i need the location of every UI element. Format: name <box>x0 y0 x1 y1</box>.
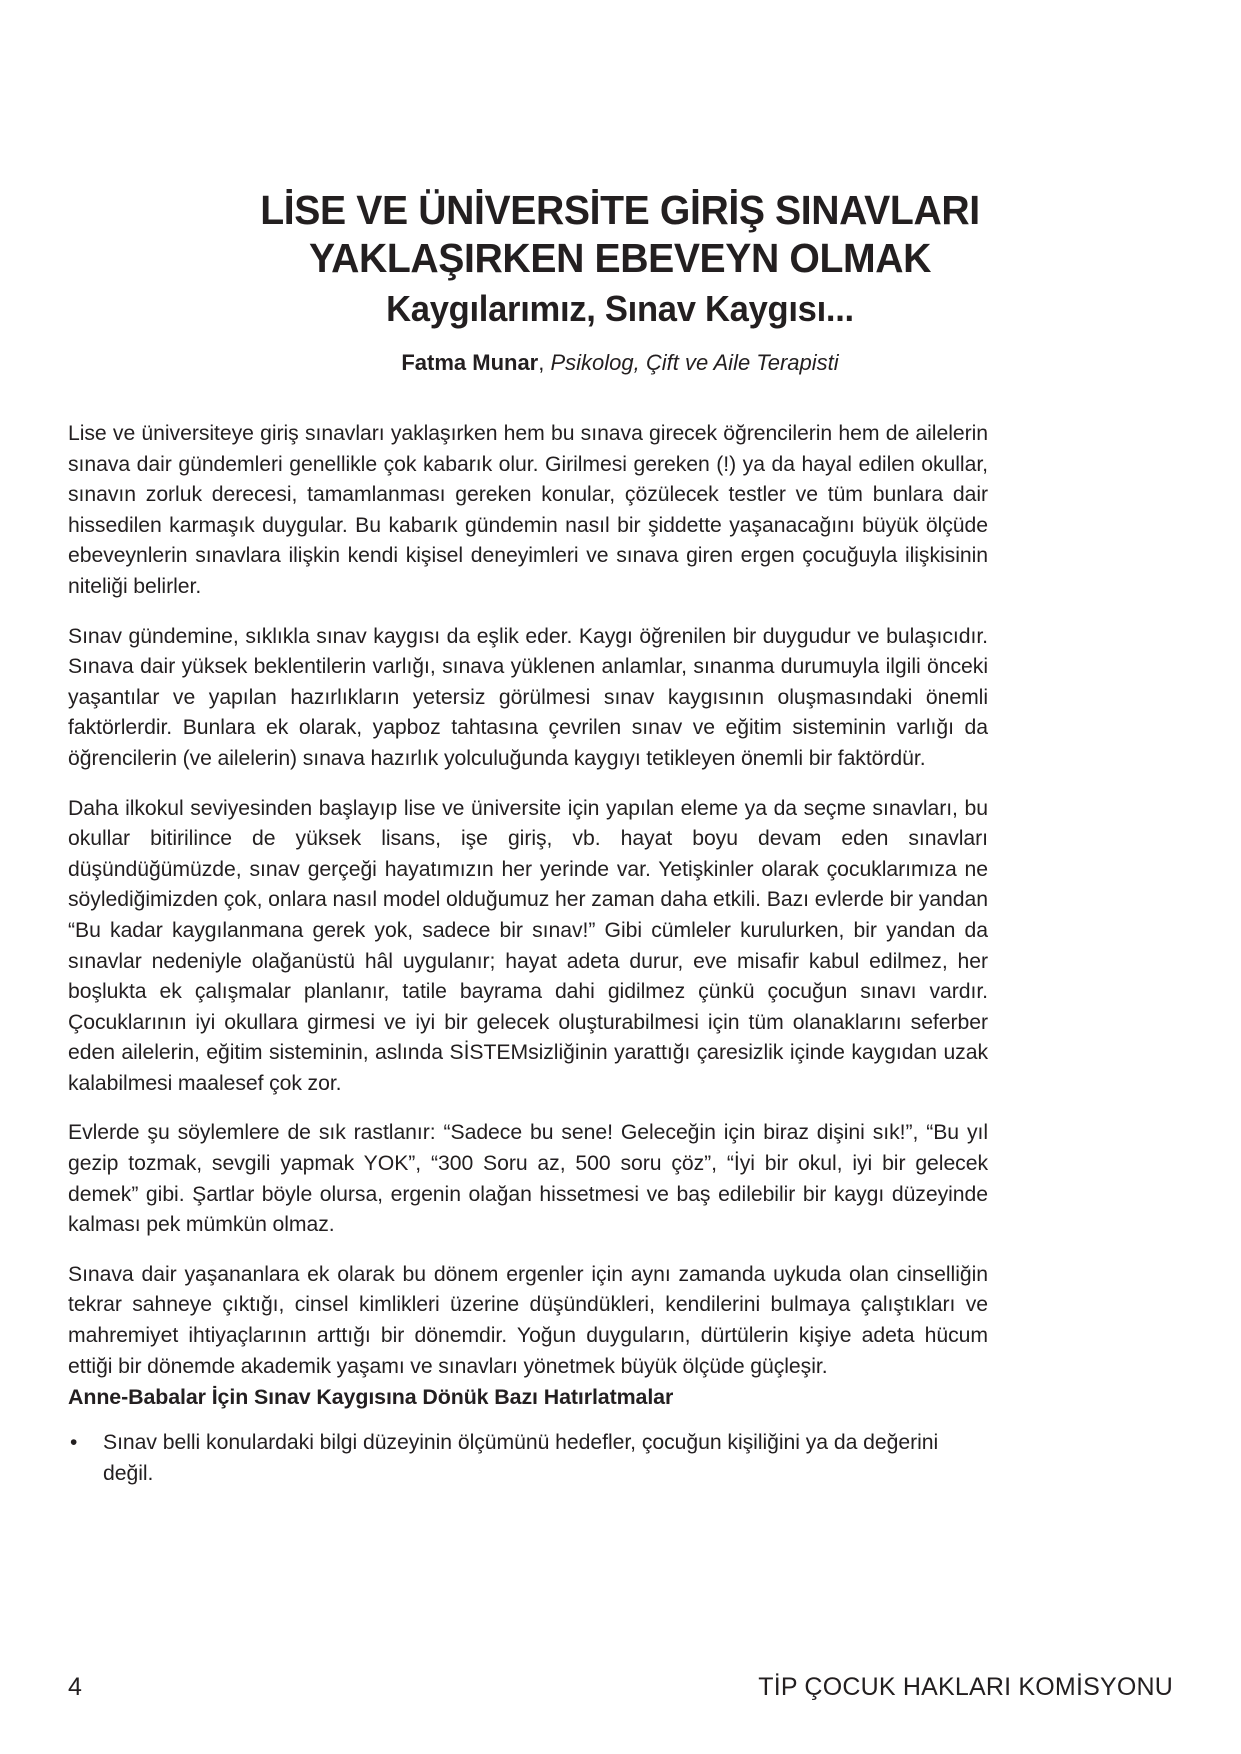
footer-organization: TİP ÇOCUK HAKLARI KOMİSYONU <box>758 1673 1173 1701</box>
page-subtitle: Kaygılarımız, Sınav Kaygısı... <box>386 287 854 329</box>
page-number: 4 <box>68 1673 82 1701</box>
author-name: Fatma Munar <box>401 350 539 375</box>
author-role: Psikolog, Çift ve Aile Terapisti <box>550 350 839 375</box>
list-item-text: Sınav belli konulardaki bilgi düzeyinin ölçümünü hedefler, çocuğun kişiliğini ya da değerini değil. <box>103 1431 939 1485</box>
bullet-icon: • <box>70 1431 78 1455</box>
paragraph-3: Daha ilkokul seviyesinden başlayıp lise ve üniversite için yapılan eleme ya da seçme sınavları, bu okullar bitirilince de yüksek lisans, işe giriş, vb. hayat boyu devam eden sınavları düşündüğümüzde, sınav gerçeği hayatımızın her yerinde var. Yetişkinler olarak çocuklarımıza ne söylediğimizden çok, onlara nasıl model olduğumuz her zaman daha etkili. Bazı evlerde bir yandan “Bu kadar kaygılanmana gerek yok, sadece bir sınav!” Gibi cümleler kurulurken, bir yandan da sınavlar nedeniyle olağanüstü hâl uygulanır; hayat adeta durur, eve misafir kabul edilmez, her boşlukta ek çalışmalar planlanır, tatile bayrama dahi gidilmez çünkü çocuğun sınavı vardır. Çocuklarının iyi okullara girmesi ve iyi bir gelecek oluşturabilmesi için tüm olanaklarını seferber eden ailelerin, eğitim sisteminin, aslında SİSTEMsizliğinin yarattığı çaresizlik içinde kaygıdan uzak kalabilmesi maalesef çok zor. <box>68 796 988 1095</box>
byline-separator: , <box>538 350 551 375</box>
paragraph-4: Evlerde şu söylemlere de sık rastlanır: “Sadece bu sene! Geleceğin için biraz dişini sık!”, “Bu yıl gezip tozmak, sevgili yapmak YOK”, “300 Soru az, 500 soru çöz”, “İyi bir okul, iyi bir gelecek demek” gibi. Şartlar böyle olursa, ergenin olağan hissetmesi ve baş edilebilir bir kaygı düzeyinde kalması pek mümkün olmaz. <box>68 1121 988 1237</box>
article-body <box>68 419 988 1499</box>
paragraph-5: Sınava dair yaşananlara ek olarak bu dönem ergenler için aynı zamanda uykuda olan cinselliğin tekrar sahneye çıktığı, cinsel kimlikleri üzerine düşündükleri, kendilerini bulmaya çalıştıkları ve mahremiyet ihtiyaçlarının arttığı bir dönemdir. Yoğun duyguların, dürtülerin kişiye adeta hücum ettiği bir dönemde akademik yaşamı ve sınavları yönetmek büyük ölçüde güçleşir. <box>68 1262 988 1378</box>
author-byline <box>120 349 1120 378</box>
paragraph-2: Sınav gündemine, sıklıkla sınav kaygısı da eşlik eder. Kaygı öğrenilen bir duygudur ve bulaşıcıdır. Sınava dair yüksek beklentilerin varlığı, sınava yüklenen anlamlar, sınanma durumuyla ilgili önceki yaşantılar ve yapılan hazırlıkların yetersiz görülmesi sınav kaygısının oluşmasındaki önemli faktörlerdir. Bunlara ek olarak, yapboz tahtasına çevrilen sınav ve eğitim sisteminin varlığı da öğrencilerin (ve ailelerin) sınava hazırlık yolculuğunda kaygıyı tetikleyen önemli bir faktördür. <box>68 624 988 770</box>
page-footer <box>68 1673 1173 1702</box>
title-line-2: YAKLAŞIRKEN EBEVEYN OLMAK <box>308 235 932 282</box>
section-subheading: Anne-Babalar İçin Sınav Kaygısına Dönük Bazı Hatırlatmalar <box>68 1385 674 1410</box>
title-line-1: LİSE VE ÜNİVERSİTE GİRİŞ SINAVLARI <box>260 187 980 233</box>
page-title <box>120 186 1120 331</box>
reminders-list <box>68 1428 988 1489</box>
list-item <box>68 1428 988 1489</box>
paragraph-1: Lise ve üniversiteye giriş sınavları yaklaşırken hem bu sınava girecek öğrencilerin hem de ailelerin sınava dair gündemleri genellikle çok kabarık olur. Girilmesi gereken (!) ya da hayal edilen okullar, sınavın zorluk derecesi, tamamlanması gereken konular, çözülecek testler ve tüm bunlara dair hissedilen karmaşık duygular. Bu kabarık gündemin nasıl bir şiddette yaşanacağını büyük ölçüde ebeveynlerin sınavlara ilişkin kendi kişisel deneyimleri ve sınava giren ergen çocuğuyla ilişkisinin niteliği belirler. <box>68 422 988 598</box>
